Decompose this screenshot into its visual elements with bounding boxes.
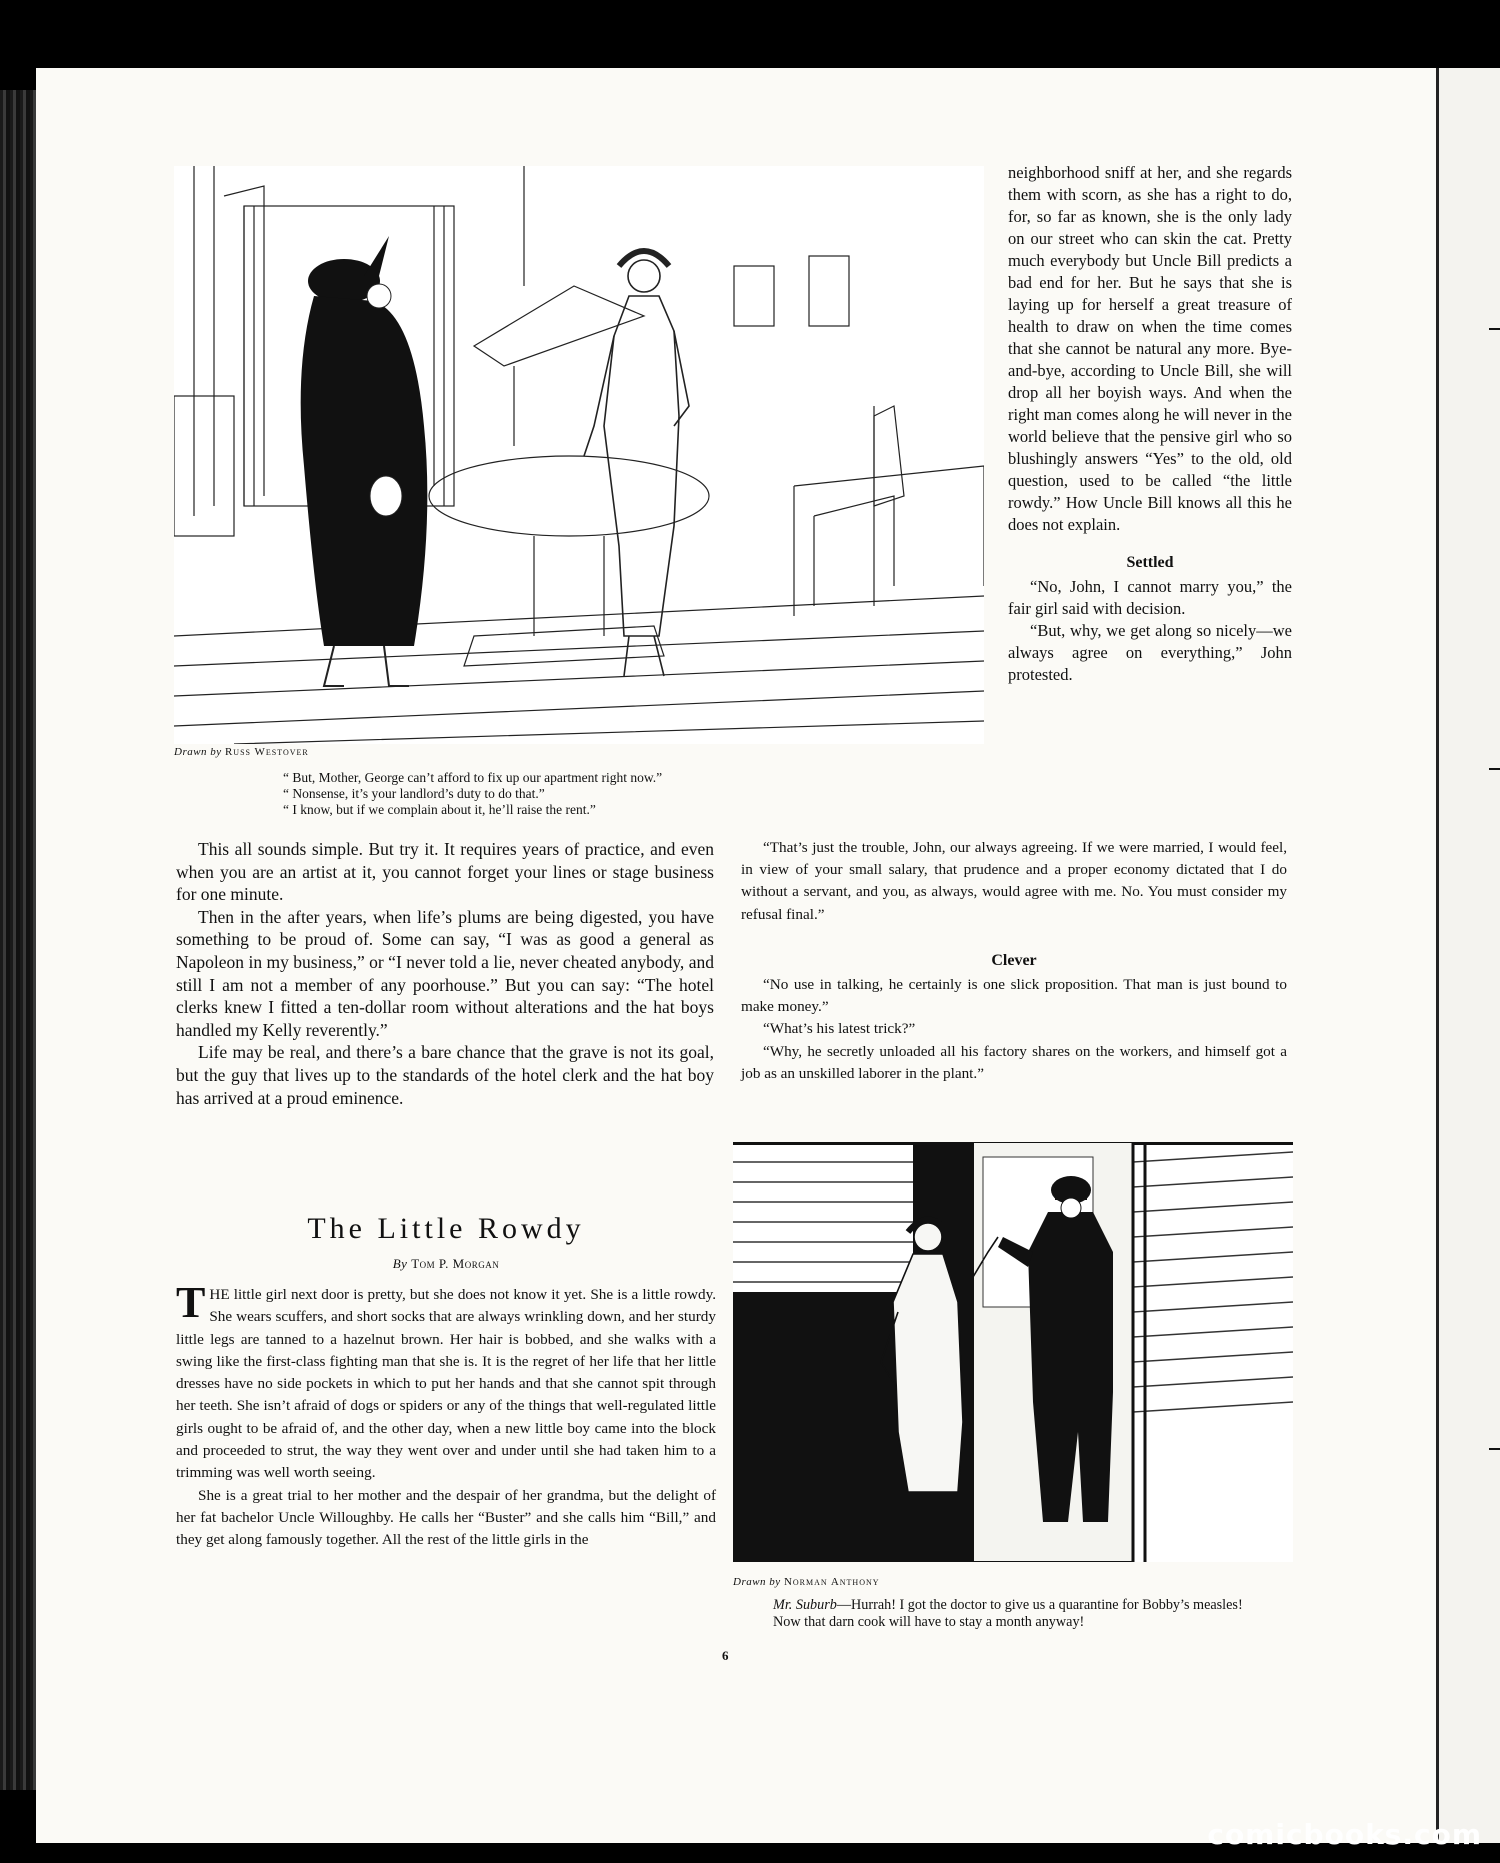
drop-cap: T bbox=[176, 1278, 206, 1327]
left-column-text bbox=[176, 838, 714, 1109]
section-heading-clever: Clever bbox=[991, 951, 1037, 969]
interior-scene-drawing bbox=[174, 166, 984, 744]
story-byline bbox=[236, 1256, 656, 1272]
credit-name: Norman Anthony bbox=[783, 1576, 880, 1588]
credit-prefix: Drawn by bbox=[733, 1576, 781, 1588]
top-illustration-caption bbox=[283, 770, 983, 818]
settled-paragraph: “But, why, we get along so nicely—we always agree on everything,” John protested. bbox=[1008, 621, 1292, 684]
binding-edge bbox=[0, 90, 36, 1790]
site-watermark: comicbooks.com bbox=[1207, 1818, 1482, 1851]
story-text bbox=[176, 1278, 716, 1552]
continuation-paragraph: neighborhood sniff at her, and she regards them with scorn, as she has a right to do, for, so far as known, she is the only lady on our street who can skin the cat. Pretty much everybody but Uncle Bill predicts a bad end for her. But he says that she is laying up for herself a great treasure of health to draw on when the time comes that she cannot be natural any more. Bye-and-bye, according to Uncle Bill, she will drop all her boyish ways. And when the right man comes along he will never in the world believe that the pensive girl who so blushingly answers “Yes” to the old, old question, used to be called “the little rowdy.” How Uncle Bill knows all this he does not explain. bbox=[1008, 163, 1292, 534]
settled-paragraph: “That’s just the trouble, John, our always agreeing. If we were married, I would feel, in view of your small salary, that prudence and a proper economy dictated that I do without a servant, and you, as always, would agree with me. No. You must consider my refusal final.” bbox=[741, 839, 1287, 923]
settled-and-clever bbox=[741, 837, 1287, 1085]
section-heading-settled: Settled bbox=[1126, 554, 1174, 571]
clever-paragraph: “What’s his latest trick?” bbox=[763, 1020, 916, 1038]
story-author: Tom P. Morgan bbox=[411, 1256, 500, 1271]
clever-paragraph: “Why, he secretly unloaded all his factory shares on the workers, and himself got a job as an unskilled laborer in the plant.” bbox=[741, 1042, 1287, 1082]
right-column-continuation bbox=[1008, 162, 1292, 686]
caption-line: “ Nonsense, it’s your landlord’s duty to do that.” bbox=[283, 786, 545, 801]
settled-paragraph: “No, John, I cannot marry you,” the fair girl said with decision. bbox=[1008, 577, 1292, 618]
doorway-scene-drawing bbox=[733, 1142, 1293, 1562]
story-title: The Little Rowdy bbox=[307, 1212, 585, 1245]
caption-line: “ I know, but if we complain about it, he’ll raise the rent.” bbox=[283, 802, 596, 817]
top-illustration-credit bbox=[174, 746, 309, 758]
story-paragraph: She is a great trial to her mother and the despair of her grandma, but the delight of her fat bachelor Uncle Willoughby. He calls her “Buster” and she calls him “Bill,” and they get along famously together. All the rest of the little girls in the bbox=[176, 1486, 716, 1549]
caption-text: —Hurrah! I got the doctor to give us a quarantine for Bobby’s measles! Now that darn cook will have to stay a month anyway! bbox=[773, 1597, 1243, 1630]
left-paragraph: Life may be real, and there’s a bare chance that the grave is not its goal, but the guy that lives up to the standards of the hotel clerk and the hat boy has arrived at a proud eminence. bbox=[176, 1042, 714, 1108]
story-paragraph: HE little girl next door is pretty, but she does not know it yet. She is a little rowdy. She wears scuffers, and short socks that are always wrinkling down, and her sturdy little legs are tanned to a hazelnut brown. Her hair is bobbed, and she walks with a swing like the first-class fighting man that she is. It is the regret of her life that her little dresses have no side pockets in which to put her hands and that she cannot spit through her teeth. She isn’t afraid of dogs or spiders or any of the things that well-regulated little girls ought to be afraid of, and the other day, when a new little boy came into the block and proceeded to strut, the way they went over and under until she had taken him to a trimming was well worth seeing. bbox=[176, 1286, 716, 1482]
caption-line: “ But, Mother, George can’t afford to fix up our apartment right now.” bbox=[283, 770, 663, 785]
left-paragraph: Then in the after years, when life’s plums are being digested, you have something to be proud of. Some can say, “I was as good a general as Napoleon in my business,” or “I never told a lie, never cheated anybody, and still I am not a member of any poorhouse.” But you can say: “The hotel clerks knew I fitted a ten-dollar room without alterations and the hat boys handled my Kelly reverently.” bbox=[176, 906, 714, 1040]
top-illustration bbox=[174, 166, 984, 744]
credit-name: Russ Westover bbox=[224, 746, 309, 758]
byline-prefix: By bbox=[392, 1256, 408, 1271]
bottom-illustration-caption bbox=[773, 1597, 1243, 1631]
bottom-illustration bbox=[733, 1142, 1293, 1562]
left-paragraph: This all sounds simple. But try it. It requires years of practice, and even when you are an artist at it, you cannot forget your lines or stage business for one minute. bbox=[176, 839, 714, 905]
credit-prefix: Drawn by bbox=[174, 746, 222, 758]
facing-page-edge bbox=[1436, 68, 1500, 1843]
bottom-illustration-credit bbox=[733, 1576, 880, 1588]
caption-speaker: Mr. Suburb bbox=[773, 1597, 837, 1613]
clever-paragraph: “No use in talking, he certainly is one slick proposition. That man is just bound to make money.” bbox=[741, 976, 1287, 1016]
page-number: 6 bbox=[722, 1648, 729, 1663]
